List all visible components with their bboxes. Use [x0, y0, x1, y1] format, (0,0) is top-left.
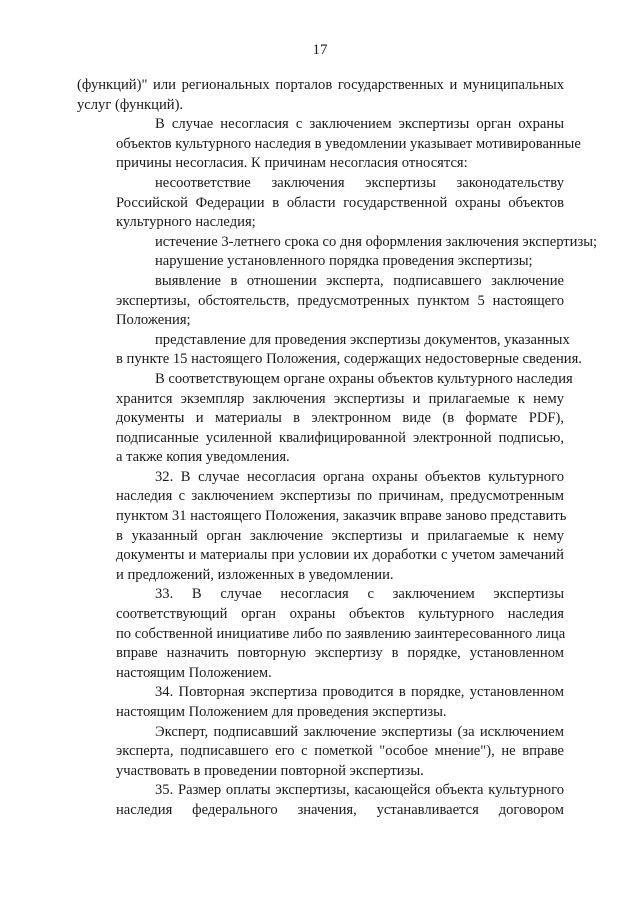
text-line: 34. Повторная экспертиза проводится в порядке, установленном [155, 684, 564, 701]
text-line: документы и материалы в электронном виде (в формате PDF), [116, 410, 564, 427]
text-line: хранится экземпляр заключения экспертизы и прилагаемые к нему [116, 390, 564, 407]
text-line: подписанные усиленной квалифицированной электронной подписью, [116, 429, 564, 446]
text-line: нарушение установленного порядка проведения экспертизы; [155, 253, 533, 270]
paragraph [77, 683, 564, 722]
paragraph [77, 252, 564, 272]
document-body [77, 76, 598, 821]
paragraph [77, 272, 564, 331]
text-line: по собственной инициативе либо по заявлению заинтересованного лица [116, 625, 566, 642]
text-line: вправе назначить повторную экспертизу в порядке, установленном [116, 645, 564, 662]
text-line: настоящим Положением. [116, 664, 272, 681]
paragraph [77, 76, 564, 115]
text-line: культурного наследия; [116, 214, 256, 231]
paragraph [77, 233, 598, 253]
paragraph [77, 174, 564, 233]
text-line: услуг (функций). [77, 96, 184, 113]
paragraph [77, 370, 573, 468]
text-line: Эксперт, подписавший заключение экспертизы (за исключением [155, 723, 564, 740]
text-line: причины несогласия. К причинам несогласия относятся: [116, 155, 468, 172]
text-line: выявление в отношении эксперта, подписавшего заключение [155, 272, 564, 289]
paragraph [77, 585, 564, 683]
text-line: участвовать в проведении повторной экспертизы. [116, 762, 424, 779]
paragraph [77, 331, 582, 370]
text-line: истечение 3-летнего срока со дня оформления заключения экспертизы; [155, 233, 598, 250]
text-line: несоответствие заключения экспертизы законодательству [155, 174, 564, 191]
paragraph [77, 723, 564, 782]
paragraph [77, 468, 567, 586]
text-line: в пункте 15 настоящего Положения, содержащих недостоверные сведения. [116, 351, 582, 368]
text-line: экспертизы, обстоятельств, предусмотренных пунктом 5 настоящего [116, 292, 564, 309]
text-line: представление для проведения экспертизы документов, указанных [155, 331, 570, 348]
paragraph [77, 781, 564, 820]
text-line: наследия с заключением экспертизы по причинам, предусмотренным [116, 488, 564, 505]
page-number: 17 [312, 42, 328, 58]
text-line: 35. Размер оплаты экспертизы, касающейся объекта культурного [155, 782, 564, 799]
text-line: Положения; [116, 312, 191, 329]
text-line: 33. В случае несогласия с заключением экспертизы [155, 586, 564, 603]
text-line: соответствующий орган охраны объектов культурного наследия [116, 606, 564, 623]
text-line: настоящим Положением для проведения экспертизы. [116, 704, 447, 720]
text-line: документы и материалы при условии их доработки с учетом замечаний [116, 547, 564, 564]
text-line: пунктом 31 настоящего Положения, заказчик вправе заново представить [116, 508, 567, 525]
text-line: Российской Федерации в области государственной охраны объектов [116, 194, 564, 211]
text-line: 32. В случае несогласия органа охраны объектов культурного [155, 468, 564, 485]
text-line: а также копия уведомления. [116, 449, 290, 466]
text-line: (функций)" или региональных порталов государственных и муниципальных [77, 77, 564, 93]
text-line: и предложений, изложенных в уведомлении. [116, 566, 394, 583]
text-line: В случае несогласия с заключением экспертизы орган охраны [155, 116, 564, 133]
text-line: В соответствующем органе охраны объектов культурного наследия [155, 370, 573, 387]
text-line: в указанный орган заключение экспертизы и прилагаемые к нему [116, 527, 564, 544]
text-line: наследия федерального значения, устанавливается договором [116, 801, 564, 818]
paragraph [77, 115, 581, 174]
text-line: эксперта, подписавшего его с пометкой "особое мнение"), не вправе [116, 743, 564, 760]
text-line: объектов культурного наследия в уведомлении указывает мотивированные [116, 135, 581, 152]
